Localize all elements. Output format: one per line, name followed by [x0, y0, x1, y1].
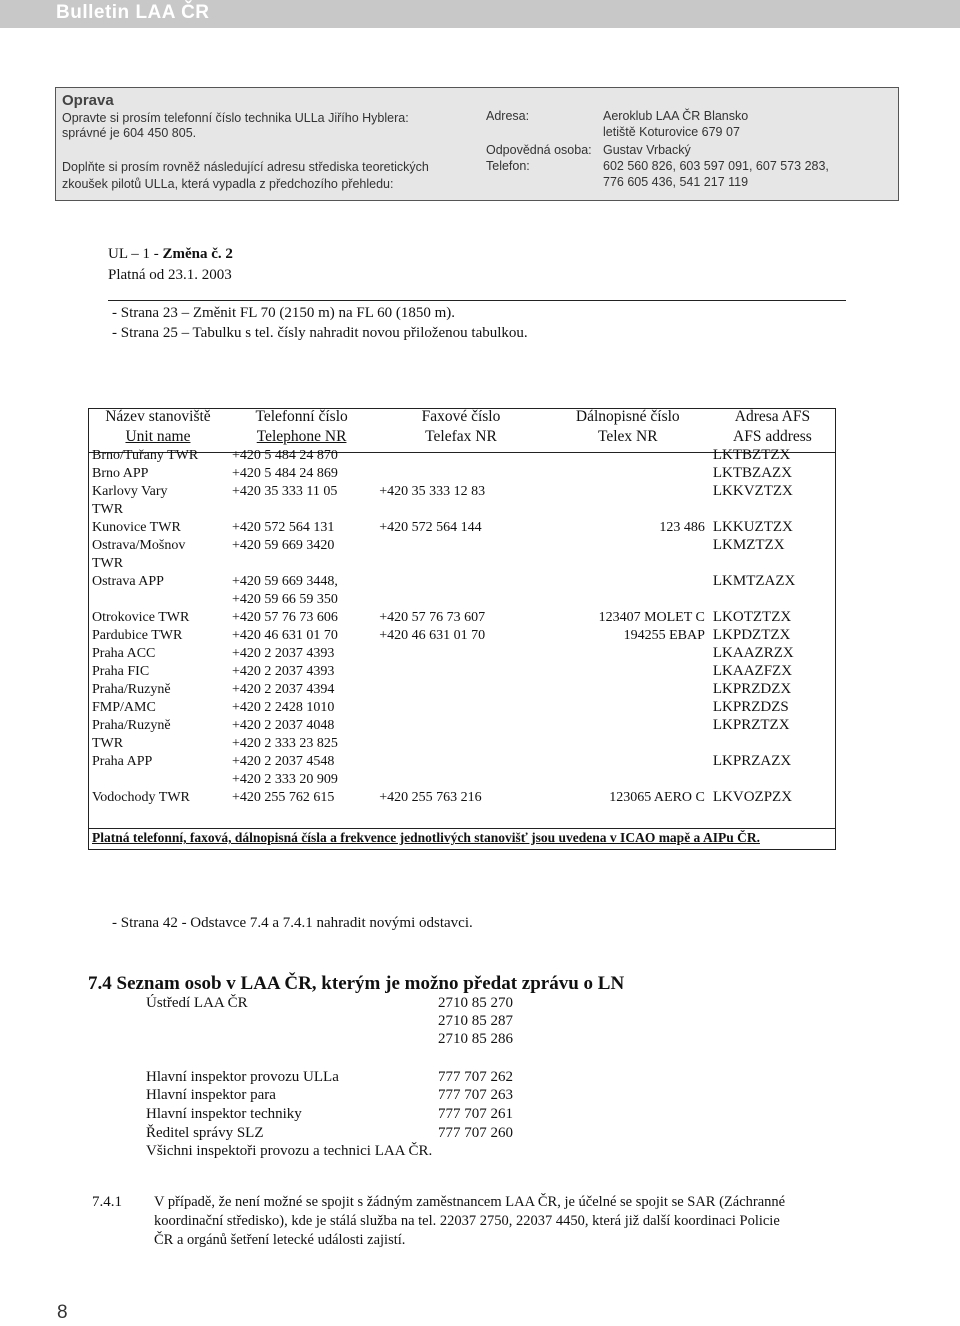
centre-phone: 2710 85 287	[438, 1013, 513, 1029]
table-cell	[709, 590, 836, 608]
divider	[108, 300, 846, 301]
correction-notice	[55, 87, 899, 201]
table-cell: Ostrava APP	[92, 574, 164, 589]
table-cell	[375, 716, 546, 734]
table-cell: LKMTZAZX	[712, 573, 796, 589]
table-cell	[547, 536, 709, 554]
table-row	[88, 698, 836, 716]
table-row	[88, 500, 836, 518]
inspector-phone: 777 707 261	[438, 1106, 513, 1122]
paragraph-line: V případě, že není možné se spojit s žádným zaměstnancem LAA ČR, je účelné se spojit se SAR (Záchranné	[154, 1194, 786, 1210]
notice-line: zkoušek pilotů ULLa, která vypadla z předchozího přehledu:	[62, 177, 394, 191]
table-cell: TWR	[92, 736, 124, 751]
table-cell: +420 572 564 144	[379, 520, 482, 535]
table-row	[88, 734, 836, 752]
table-cell	[375, 680, 546, 698]
page-number: 8	[57, 1302, 68, 1323]
table-cell	[375, 662, 546, 680]
afs-table	[88, 406, 836, 806]
table-cell: +420 59 66 59 350	[231, 592, 338, 607]
table-body	[88, 446, 836, 806]
change-item: - Strana 42 - Odstavce 7.4 a 7.4.1 nahradit novými odstavci.	[112, 915, 473, 931]
section-number: 7.4.1	[92, 1194, 122, 1210]
table-cell: Otrokovice TWR	[92, 610, 190, 625]
header-cell: Adresa AFS	[734, 408, 811, 425]
table-cell: LKPRZAZX	[712, 753, 792, 769]
table-row	[88, 716, 836, 734]
centre-phone: 2710 85 270	[438, 995, 513, 1011]
table-cell: +420 2 333 20 909	[231, 772, 338, 787]
table-cell: LKVOZPZX	[712, 789, 793, 805]
table-row	[88, 554, 836, 572]
table-cell	[547, 644, 709, 662]
change-title	[108, 246, 233, 263]
table-cell: LKKUZTZX	[712, 519, 793, 535]
table-cell: LKOTZTZX	[712, 609, 792, 625]
table-cell	[547, 554, 709, 572]
header-cell: AFS address	[733, 428, 812, 445]
table-cell	[375, 644, 546, 662]
table-cell: Brno APP	[92, 466, 149, 481]
inspector-phone: 777 707 260	[438, 1125, 513, 1141]
table-cell	[375, 572, 546, 590]
phone-value: 602 560 826, 603 597 091, 607 573 283,	[603, 159, 829, 173]
inspector-role: Hlavní inspektor para	[146, 1087, 276, 1103]
table-cell	[547, 500, 709, 518]
responsible-label: Odpovědná osoba:	[486, 143, 592, 157]
table-cell: Kunovice TWR	[92, 520, 181, 535]
table-cell: LKPDZTZX	[712, 627, 791, 643]
table-cell: +420 35 333 12 83	[379, 484, 486, 499]
table-cell: +420 35 333 11 05	[231, 484, 338, 499]
table-cell: Pardubice TWR	[92, 628, 183, 643]
table-cell: LKPRZDZX	[712, 681, 792, 697]
table-cell	[375, 770, 546, 788]
table-cell	[547, 572, 709, 590]
table-cell	[547, 662, 709, 680]
table-cell: TWR	[92, 556, 124, 571]
table-cell: +420 2 333 23 825	[231, 736, 338, 751]
table-row	[88, 788, 836, 806]
table-cell: TWR	[92, 502, 124, 517]
table-cell: +420 46 631 01 70	[379, 628, 486, 643]
paragraph-line: koordinační středisko), kde je stálá služba na tel. 22037 2750, 22037 4450, která již další koordinaci Policie	[154, 1213, 780, 1229]
section-heading: 7.4 Seznam osob v LAA ČR, kterým je možno předat zprávu o LN	[88, 973, 625, 994]
table-row	[88, 572, 836, 590]
table-cell: 194255 EBAP	[623, 628, 705, 643]
table-cell: +420 59 669 3420	[231, 538, 335, 553]
address-label: Adresa:	[486, 109, 530, 123]
table-cell: +420 57 76 73 607	[379, 610, 486, 625]
table-cell	[709, 500, 836, 518]
notice-line: Opravte si prosím telefonní číslo technika ULLa Jiřího Hyblera:	[62, 111, 409, 125]
table-row	[88, 626, 836, 644]
table-cell: LKTBZTZX	[712, 447, 791, 463]
table-cell	[375, 536, 546, 554]
table-cell	[88, 590, 228, 608]
inspector-role: Hlavní inspektor provozu ULLa	[146, 1069, 339, 1085]
table-cell: +420 59 669 3448,	[231, 574, 338, 589]
table-cell: +420 2 2037 4393	[231, 646, 335, 661]
table-cell: Praha/Ruzyně	[92, 682, 171, 697]
table-footnote: Platná telefonní, faxová, dálnopisná čísla a frekvence jednotlivých stanovišť jsou uvedena v ICAO mapě a AIPu ČR.	[92, 830, 760, 845]
table-cell	[375, 698, 546, 716]
paragraph-line: ČR a orgánů šetření letecké události zajistí.	[154, 1232, 406, 1248]
header-cell: Telex NR	[597, 428, 658, 445]
centre-label: Ústředí LAA ČR	[146, 995, 248, 1011]
notice-title: Oprava	[62, 92, 114, 109]
inspector-role: Hlavní inspektor techniky	[146, 1106, 302, 1122]
table-row	[88, 518, 836, 536]
table-row	[88, 644, 836, 662]
table-cell: LKAAZRZX	[712, 645, 794, 661]
table-cell: +420 572 564 131	[231, 520, 335, 535]
table-cell: Praha APP	[92, 754, 153, 769]
table-cell	[547, 464, 709, 482]
table-cell	[547, 482, 709, 500]
table-cell: Vodochody TWR	[92, 790, 190, 805]
table-cell: Praha ACC	[92, 646, 156, 661]
table-cell: Ostrava/Mošnov	[92, 538, 186, 553]
table-cell	[547, 446, 709, 464]
phone-label: Telefon:	[486, 159, 530, 173]
table-cell: 123065 AERO C	[609, 790, 705, 805]
table-cell: 123407 MOLET C	[598, 610, 705, 625]
change-number: Změna č. 2	[162, 246, 233, 262]
table-cell	[228, 500, 375, 518]
table-row	[88, 482, 836, 500]
notice-line: Doplňte si prosím rovněž následující adresu střediska teoretických	[62, 160, 429, 174]
header-cell: Název stanoviště	[105, 408, 211, 425]
header-cell: Telephone NR	[256, 428, 347, 445]
table-cell: +420 255 763 216	[379, 790, 482, 805]
table-cell	[547, 770, 709, 788]
table-header-row	[88, 406, 836, 426]
header-cell: Telefonní číslo	[255, 408, 348, 425]
table-footer-divider	[88, 828, 836, 829]
table-cell: Praha FIC	[92, 664, 150, 679]
inspector-phone: 777 707 263	[438, 1087, 513, 1103]
table-cell: +420 2 2037 4393	[231, 664, 335, 679]
table-cell: LKKVZTZX	[712, 483, 793, 499]
all-inspectors-line: Všichni inspektoři provozu a technici LAA ČR.	[146, 1143, 433, 1159]
table-cell: LKTBZAZX	[712, 465, 793, 481]
table-cell: +420 255 762 615	[231, 790, 335, 805]
change-item: - Strana 25 – Tabulku s tel. čísly nahradit novou přiloženou tabulkou.	[112, 325, 528, 341]
address-value: letiště Koturovice 679 07	[603, 125, 740, 139]
table-cell	[375, 590, 546, 608]
table-cell: +420 5 484 24 869	[231, 466, 338, 481]
table-row	[88, 662, 836, 680]
header-cell: Telefax NR	[425, 428, 497, 445]
centre-phone: 2710 85 286	[438, 1031, 513, 1047]
change-prefix: UL – 1 -	[108, 246, 163, 262]
responsible-value: Gustav Vrbacký	[603, 143, 691, 157]
table-cell: Praha/Ruzyně	[92, 718, 171, 733]
table-row	[88, 770, 836, 788]
table-cell	[375, 554, 546, 572]
address-value: Aeroklub LAA ČR Blansko	[603, 109, 749, 123]
table-cell	[547, 716, 709, 734]
table-cell: LKAAZFZX	[712, 663, 793, 679]
table-cell: +420 2 2037 4048	[231, 718, 335, 733]
table-cell: LKPRZTZX	[712, 717, 790, 733]
table-cell	[709, 770, 836, 788]
table-row	[88, 608, 836, 626]
table-cell	[375, 734, 546, 752]
table-cell: Karlovy Vary	[92, 484, 168, 499]
table-cell	[375, 500, 546, 518]
table-cell	[375, 752, 546, 770]
inspector-phone: 777 707 262	[438, 1069, 513, 1085]
table-cell: Brno/Tuřany TWR	[92, 448, 199, 463]
table-row	[88, 680, 836, 698]
table-cell	[547, 734, 709, 752]
table-cell	[547, 680, 709, 698]
table-cell	[375, 464, 546, 482]
table-row	[88, 464, 836, 482]
table-cell: LKMZTZX	[712, 537, 785, 553]
table-cell: +420 2 2037 4394	[231, 682, 335, 697]
table-cell: +420 2 2037 4548	[231, 754, 335, 769]
table-cell: +420 57 76 73 606	[231, 610, 338, 625]
inspector-role: Ředitel správy SLZ	[146, 1125, 264, 1141]
change-item: - Strana 23 – Změnit FL 70 (2150 m) na FL 60 (1850 m).	[112, 305, 456, 321]
table-cell: LKPRZDZS	[712, 699, 789, 715]
table-row	[88, 752, 836, 770]
table-header-row	[88, 426, 836, 446]
change-valid-from: Platná od 23.1. 2003	[108, 267, 232, 283]
table-cell: FMP/AMC	[92, 700, 156, 715]
bulletin-title: Bulletin LAA ČR	[56, 2, 210, 23]
table-cell: +420 5 484 24 870	[231, 448, 338, 463]
table-cell	[375, 446, 546, 464]
table-cell: +420 2 2428 1010	[231, 700, 335, 715]
notice-line: správné je 604 450 805.	[62, 126, 197, 140]
table-cell	[547, 752, 709, 770]
phone-value: 776 605 436, 541 217 119	[603, 175, 749, 189]
table-row	[88, 446, 836, 464]
header-cell: Dálnopisné číslo	[575, 408, 680, 425]
table-row	[88, 590, 836, 608]
table-cell	[88, 770, 228, 788]
header-cell: Faxové číslo	[421, 408, 501, 425]
table-cell: 123 486	[659, 520, 705, 535]
header-cell: Unit name	[125, 428, 191, 445]
table-row	[88, 536, 836, 554]
table-cell	[228, 554, 375, 572]
table-cell	[709, 734, 836, 752]
table-cell	[709, 554, 836, 572]
table-cell	[547, 590, 709, 608]
table-cell: +420 46 631 01 70	[231, 628, 338, 643]
table-cell	[547, 698, 709, 716]
